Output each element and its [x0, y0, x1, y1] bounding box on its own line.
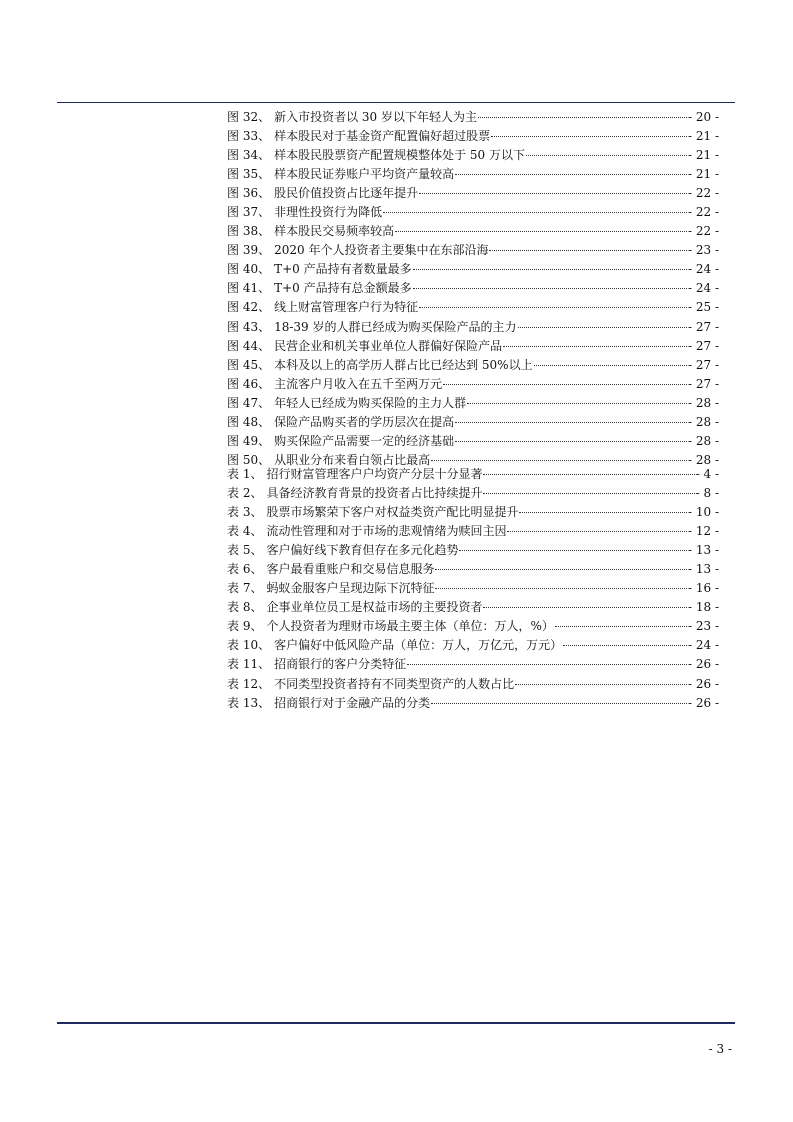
figure-toc-entry[interactable] — [227, 356, 719, 375]
table-toc-entry[interactable] — [227, 617, 719, 636]
toc-entry-page: - 26 - — [687, 695, 719, 710]
toc-entry-page: - 8 - — [695, 486, 719, 501]
toc-dot-leader — [507, 531, 687, 532]
toc-dot-leader — [435, 588, 687, 589]
figure-toc-entry[interactable] — [227, 318, 719, 337]
toc-entry-label: 图 34、 — [227, 148, 271, 163]
toc-entry-label: 图 47、 — [227, 395, 271, 410]
toc-entry-page: - 21 - — [687, 167, 719, 182]
toc-entry-title: 招商银行对于金融产品的分类 — [274, 695, 431, 710]
figure-toc-entry[interactable] — [227, 337, 719, 356]
toc-entry-page: - 18 - — [687, 600, 719, 615]
toc-entry-title: T+0 产品持有总金额最多 — [274, 281, 412, 296]
toc-entry-label: 图 33、 — [227, 129, 271, 144]
toc-entry-title: 样本股民交易频率较高 — [274, 224, 395, 239]
toc-entry-title: 样本股民股票资产配置规模整体处于 50 万以下 — [274, 148, 525, 163]
toc-entry-page: - 27 - — [687, 376, 719, 391]
figure-toc-entry[interactable] — [227, 279, 719, 298]
toc-entry-page: - 22 - — [687, 205, 719, 220]
toc-entry-page: - 24 - — [687, 638, 719, 653]
toc-entry-page: - 27 - — [687, 338, 719, 353]
toc-entry-page: - 22 - — [687, 224, 719, 239]
toc-entry-label: 表 11、 — [227, 657, 271, 672]
toc-entry-label: 表 12、 — [227, 676, 271, 691]
figure-index-list — [227, 108, 719, 470]
toc-entry-label: 图 43、 — [227, 319, 271, 334]
table-toc-entry[interactable] — [227, 675, 719, 694]
toc-entry-label: 表 4、 — [227, 524, 263, 539]
toc-entry-page: - 28 - — [687, 395, 719, 410]
toc-entry-page: - 24 - — [687, 262, 719, 277]
figure-toc-entry[interactable] — [227, 165, 719, 184]
toc-entry-page: - 28 - — [687, 433, 719, 448]
table-toc-entry[interactable] — [227, 598, 719, 617]
toc-entry-title: 本科及以上的高学历人群占比已经达到 50%以上 — [274, 357, 533, 372]
toc-entry-label: 图 37、 — [227, 205, 271, 220]
toc-entry-page: - 12 - — [687, 524, 719, 539]
toc-entry-title: 年轻人已经成为购买保险的主力人群 — [274, 395, 467, 410]
toc-entry-title: T+0 产品持有者数量最多 — [274, 262, 412, 277]
toc-dot-leader — [534, 365, 687, 366]
toc-entry-label: 图 48、 — [227, 414, 271, 429]
toc-entry-title: 个人投资者为理财市场最主要主体（单位：万人，%） — [266, 619, 554, 634]
toc-entry-label: 图 39、 — [227, 243, 271, 258]
toc-dot-leader — [483, 607, 687, 608]
toc-entry-page: - 16 - — [687, 581, 719, 596]
toc-entry-label: 表 10、 — [227, 638, 271, 653]
toc-entry-title: 新入市投资者以 30 岁以下年轻人为主 — [274, 110, 477, 124]
toc-entry-label: 表 5、 — [227, 543, 263, 558]
toc-dot-leader — [555, 626, 687, 627]
figure-toc-entry[interactable] — [227, 413, 719, 432]
toc-entry-page: - 27 - — [687, 357, 719, 372]
toc-entry-label: 表 9、 — [227, 619, 263, 634]
toc-entry-label: 表 2、 — [227, 486, 263, 501]
toc-entry-label: 表 1、 — [227, 467, 263, 481]
toc-entry-page: - 23 - — [687, 243, 719, 258]
toc-dot-leader — [467, 403, 687, 404]
figure-toc-entry[interactable] — [227, 298, 719, 317]
table-toc-entry[interactable] — [227, 655, 719, 674]
toc-dot-leader — [518, 327, 687, 328]
toc-entry-page: - 20 - — [687, 110, 719, 124]
toc-entry-title: 样本股民对于基金资产配置偏好超过股票 — [274, 129, 491, 144]
toc-entry-page: - 26 - — [687, 676, 719, 691]
toc-entry-label: 图 41、 — [227, 281, 271, 296]
figure-toc-entry[interactable] — [227, 222, 719, 241]
toc-entry-title: 样本股民证券账户平均资产量较高 — [274, 167, 455, 182]
table-toc-entry[interactable] — [227, 522, 719, 541]
toc-entry-title: 客户偏好中低风险产品（单位：万人，万亿元，万元） — [274, 638, 563, 653]
toc-entry-title: 蚂蚁金服客户呈现边际下沉特征 — [266, 581, 435, 596]
toc-entry-title: 具备经济教育背景的投资者占比持续提升 — [266, 486, 483, 501]
table-index-list — [227, 465, 719, 713]
figure-toc-entry[interactable] — [227, 260, 719, 279]
figure-toc-entry[interactable] — [227, 146, 719, 165]
toc-entry-title: 2020 年个人投资者主要集中在东部沿海 — [274, 243, 489, 258]
toc-dot-leader — [435, 569, 687, 570]
toc-dot-leader — [491, 136, 687, 137]
figure-toc-entry[interactable] — [227, 394, 719, 413]
toc-entry-label: 表 7、 — [227, 581, 263, 596]
toc-entry-label: 图 42、 — [227, 300, 271, 315]
toc-entry-page: - 21 - — [687, 129, 719, 144]
toc-dot-leader — [413, 288, 687, 289]
toc-entry-title: 招行财富管理客户户均资产分层十分显著 — [266, 467, 483, 481]
figure-toc-entry[interactable] — [227, 203, 719, 222]
table-toc-entry[interactable] — [227, 694, 719, 713]
toc-entry-title: 从职业分布来看白领占比最高 — [274, 452, 431, 467]
toc-dot-leader — [383, 212, 687, 213]
header-rule — [57, 102, 735, 103]
toc-entry-title: 购买保险产品需要一定的经济基础 — [274, 433, 455, 448]
footer-rule — [57, 1022, 735, 1024]
toc-entry-label: 图 44、 — [227, 338, 271, 353]
toc-entry-title: 股票市场繁荣下客户对权益类资产配比明显提升 — [266, 505, 519, 520]
toc-entry-title: 线上财富管理客户行为特征 — [274, 300, 419, 315]
figure-toc-entry[interactable] — [227, 127, 719, 146]
toc-entry-title: 不同类型投资者持有不同类型资产的人数占比 — [274, 676, 515, 691]
toc-entry-title: 18-39 岁的人群已经成为购买保险产品的主力 — [274, 319, 517, 334]
toc-dot-leader — [503, 346, 687, 347]
toc-entry-page: - 24 - — [687, 281, 719, 296]
table-toc-entry[interactable] — [227, 484, 719, 503]
figure-toc-entry[interactable] — [227, 241, 719, 260]
toc-dot-leader — [431, 460, 687, 461]
toc-entry-label: 表 6、 — [227, 562, 263, 577]
toc-entry-label: 图 32、 — [227, 110, 271, 124]
toc-entry-page: - 21 - — [687, 148, 719, 163]
toc-entry-title: 主流客户月收入在五千至两万元 — [274, 376, 443, 391]
toc-entry-page: - 28 - — [687, 452, 719, 467]
toc-entry-label: 图 50、 — [227, 452, 271, 467]
table-toc-entry[interactable] — [227, 503, 719, 522]
toc-dot-leader — [519, 512, 687, 513]
toc-entry-label: 图 45、 — [227, 357, 271, 372]
toc-dot-leader — [455, 441, 687, 442]
toc-dot-leader — [419, 307, 687, 308]
toc-dot-leader — [455, 422, 687, 423]
toc-entry-page: - 13 - — [687, 543, 719, 558]
figure-toc-entry[interactable] — [227, 375, 719, 394]
toc-entry-page: - 25 - — [687, 300, 719, 315]
toc-dot-leader — [395, 231, 687, 232]
toc-dot-leader — [563, 645, 687, 646]
toc-dot-leader — [515, 684, 687, 685]
table-toc-entry[interactable] — [227, 560, 719, 579]
toc-entry-title: 非理性投资行为降低 — [274, 205, 383, 220]
toc-entry-page: - 13 - — [687, 562, 719, 577]
toc-entry-label: 图 40、 — [227, 262, 271, 277]
figure-toc-entry[interactable] — [227, 108, 719, 127]
toc-dot-leader — [407, 664, 687, 665]
toc-entry-title: 客户最看重账户和交易信息服务 — [266, 562, 435, 577]
toc-entry-label: 图 35、 — [227, 167, 271, 182]
toc-entry-label: 图 46、 — [227, 376, 271, 391]
toc-entry-label: 表 3、 — [227, 505, 263, 520]
table-toc-entry[interactable] — [227, 541, 719, 560]
toc-entry-title: 流动性管理和对于市场的悲观情绪为赎回主因 — [266, 524, 507, 539]
toc-entry-title: 股民价值投资占比逐年提升 — [274, 186, 419, 201]
figure-toc-entry[interactable] — [227, 432, 719, 451]
table-toc-entry[interactable] — [227, 636, 719, 655]
table-toc-entry[interactable] — [227, 465, 719, 484]
toc-dot-leader — [489, 250, 687, 251]
toc-entry-label: 图 49、 — [227, 433, 271, 448]
toc-dot-leader — [526, 155, 687, 156]
toc-entry-title: 保险产品购买者的学历层次在提高 — [274, 414, 455, 429]
toc-entry-title: 企事业单位员工是权益市场的主要投资者 — [266, 600, 483, 615]
page-number: - 3 - — [708, 1042, 732, 1056]
toc-entry-page: - 28 - — [687, 414, 719, 429]
toc-dot-leader — [478, 117, 687, 118]
toc-dot-leader — [443, 384, 687, 385]
toc-dot-leader — [459, 550, 687, 551]
toc-entry-label: 图 38、 — [227, 224, 271, 239]
toc-dot-leader — [483, 493, 694, 494]
toc-dot-leader — [455, 174, 687, 175]
toc-entry-page: - 4 - — [695, 467, 719, 481]
table-toc-entry[interactable] — [227, 579, 719, 598]
toc-entry-title: 客户偏好线下教育但存在多元化趋势 — [266, 543, 459, 558]
toc-entry-page: - 26 - — [687, 657, 719, 672]
toc-entry-page: - 27 - — [687, 319, 719, 334]
toc-dot-leader — [419, 193, 687, 194]
toc-entry-title: 招商银行的客户分类特征 — [274, 657, 407, 672]
toc-dot-leader — [413, 269, 687, 270]
toc-dot-leader — [483, 474, 694, 475]
toc-entry-label: 表 8、 — [227, 600, 263, 615]
figure-toc-entry[interactable] — [227, 184, 719, 203]
toc-entry-title: 民营企业和机关事业单位人群偏好保险产品 — [274, 338, 503, 353]
toc-entry-page: - 22 - — [687, 186, 719, 201]
toc-entry-page: - 10 - — [687, 505, 719, 520]
toc-entry-label: 表 13、 — [227, 695, 271, 710]
toc-dot-leader — [431, 703, 687, 704]
toc-entry-page: - 23 - — [687, 619, 719, 634]
toc-entry-label: 图 36、 — [227, 186, 271, 201]
